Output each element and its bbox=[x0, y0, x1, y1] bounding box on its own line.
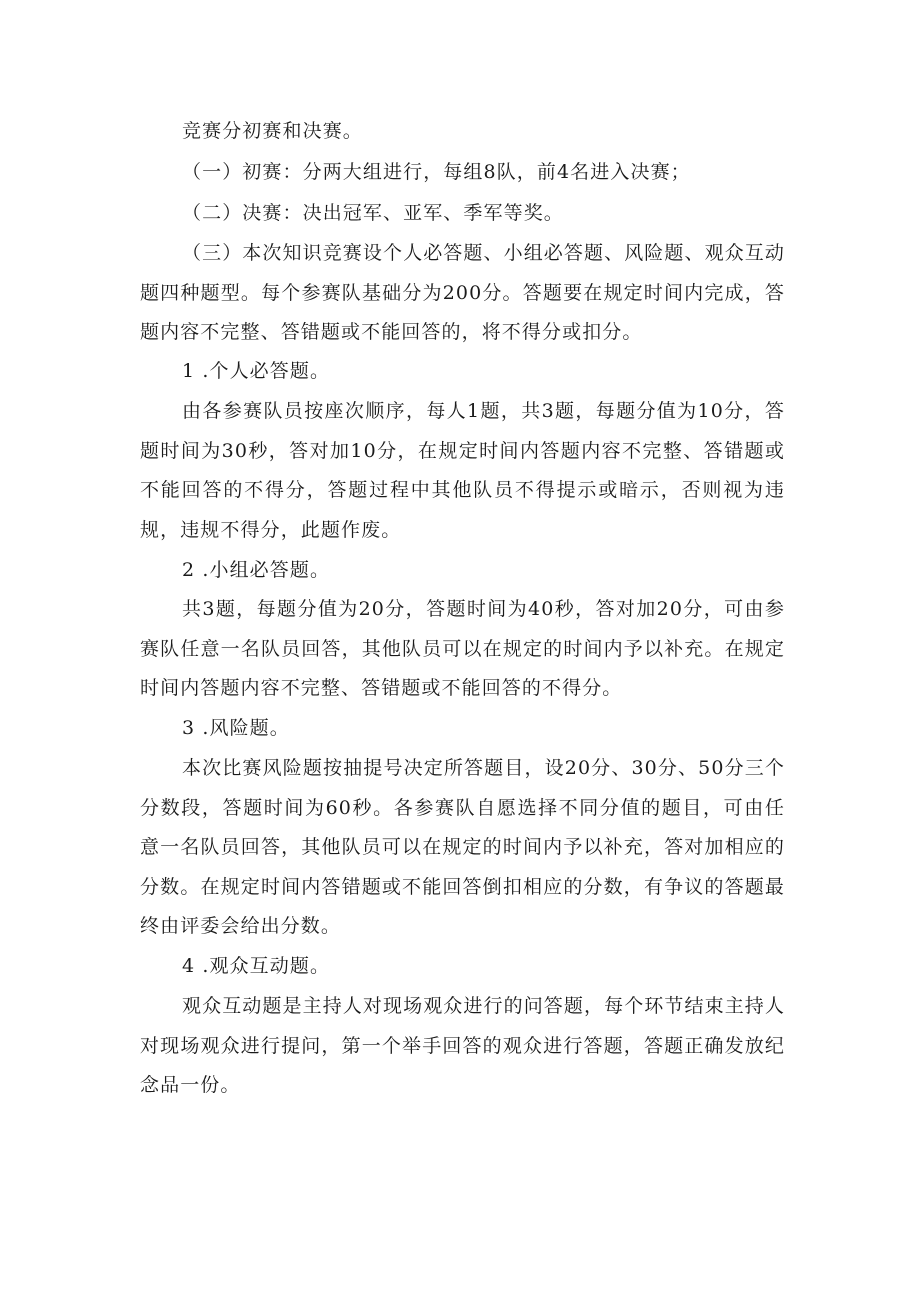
audience-rules-paragraph: 观众互动题是主持人对现场观众进行的问答题，每个环节结束主持人对现场观众进行提问，第一个举手回答的观众进行答题，答题正确发放纪念品一份。 bbox=[140, 995, 786, 1096]
section-heading-group: 2 .小组必答题。 bbox=[182, 559, 331, 581]
individual-rules-paragraph: 由各参赛队员按座次顺序，每人1题，共3题，每题分值为10分，答题时间为30秒，答对加10分，在规定时间内答题内容不完整、答错题或不能回答的不得分，答题过程中其他队员不得提示或暗示，否则视为违规，违规不得分，此题作废。 bbox=[140, 400, 785, 541]
question-types-paragraph: （三）本次知识竞赛设个人必答题、小组必答题、风险题、观众互动题四种题型。每个参赛队基础分为200分。答题要在规定时间内完成，答题内容不完整、答错题或不能回答的，将不得分或扣分。 bbox=[140, 242, 786, 343]
preliminary-paragraph: （一）初赛：分两大组进行，每组8队，前4名进入决赛； bbox=[182, 161, 691, 183]
risk-rules-paragraph: 本次比赛风险题按抽提号决定所答题目，设20分、30分、50分三个分数段，答题时间为60秒。各参赛队自愿选择不同分值的题目，可由任意一名队员回答，其他队员可以在规定的时间内予以补充，答对加相应的分数。在规定时间内答错题或不能回答倒扣相应的分数，有争议的答题最终由评委会给出分数。 bbox=[140, 757, 785, 937]
section-heading-audience: 4 .观众互动题。 bbox=[182, 955, 331, 977]
section-heading-risk: 3 .风险题。 bbox=[182, 717, 290, 739]
group-rules-paragraph: 共3题，每题分值为20分，答题时间为40秒，答对加20分，可由参赛队任意一名队员回答，其他队员可以在规定的时间内予以补充。在规定时间内答题内容不完整、答错题或不能回答的不得分。 bbox=[140, 598, 785, 699]
final-paragraph: （二）决赛：决出冠军、亚军、季军等奖。 bbox=[182, 202, 564, 224]
section-heading-individual: 1 .个人必答题。 bbox=[182, 360, 331, 382]
intro-paragraph: 竞赛分初赛和决赛。 bbox=[182, 120, 363, 142]
